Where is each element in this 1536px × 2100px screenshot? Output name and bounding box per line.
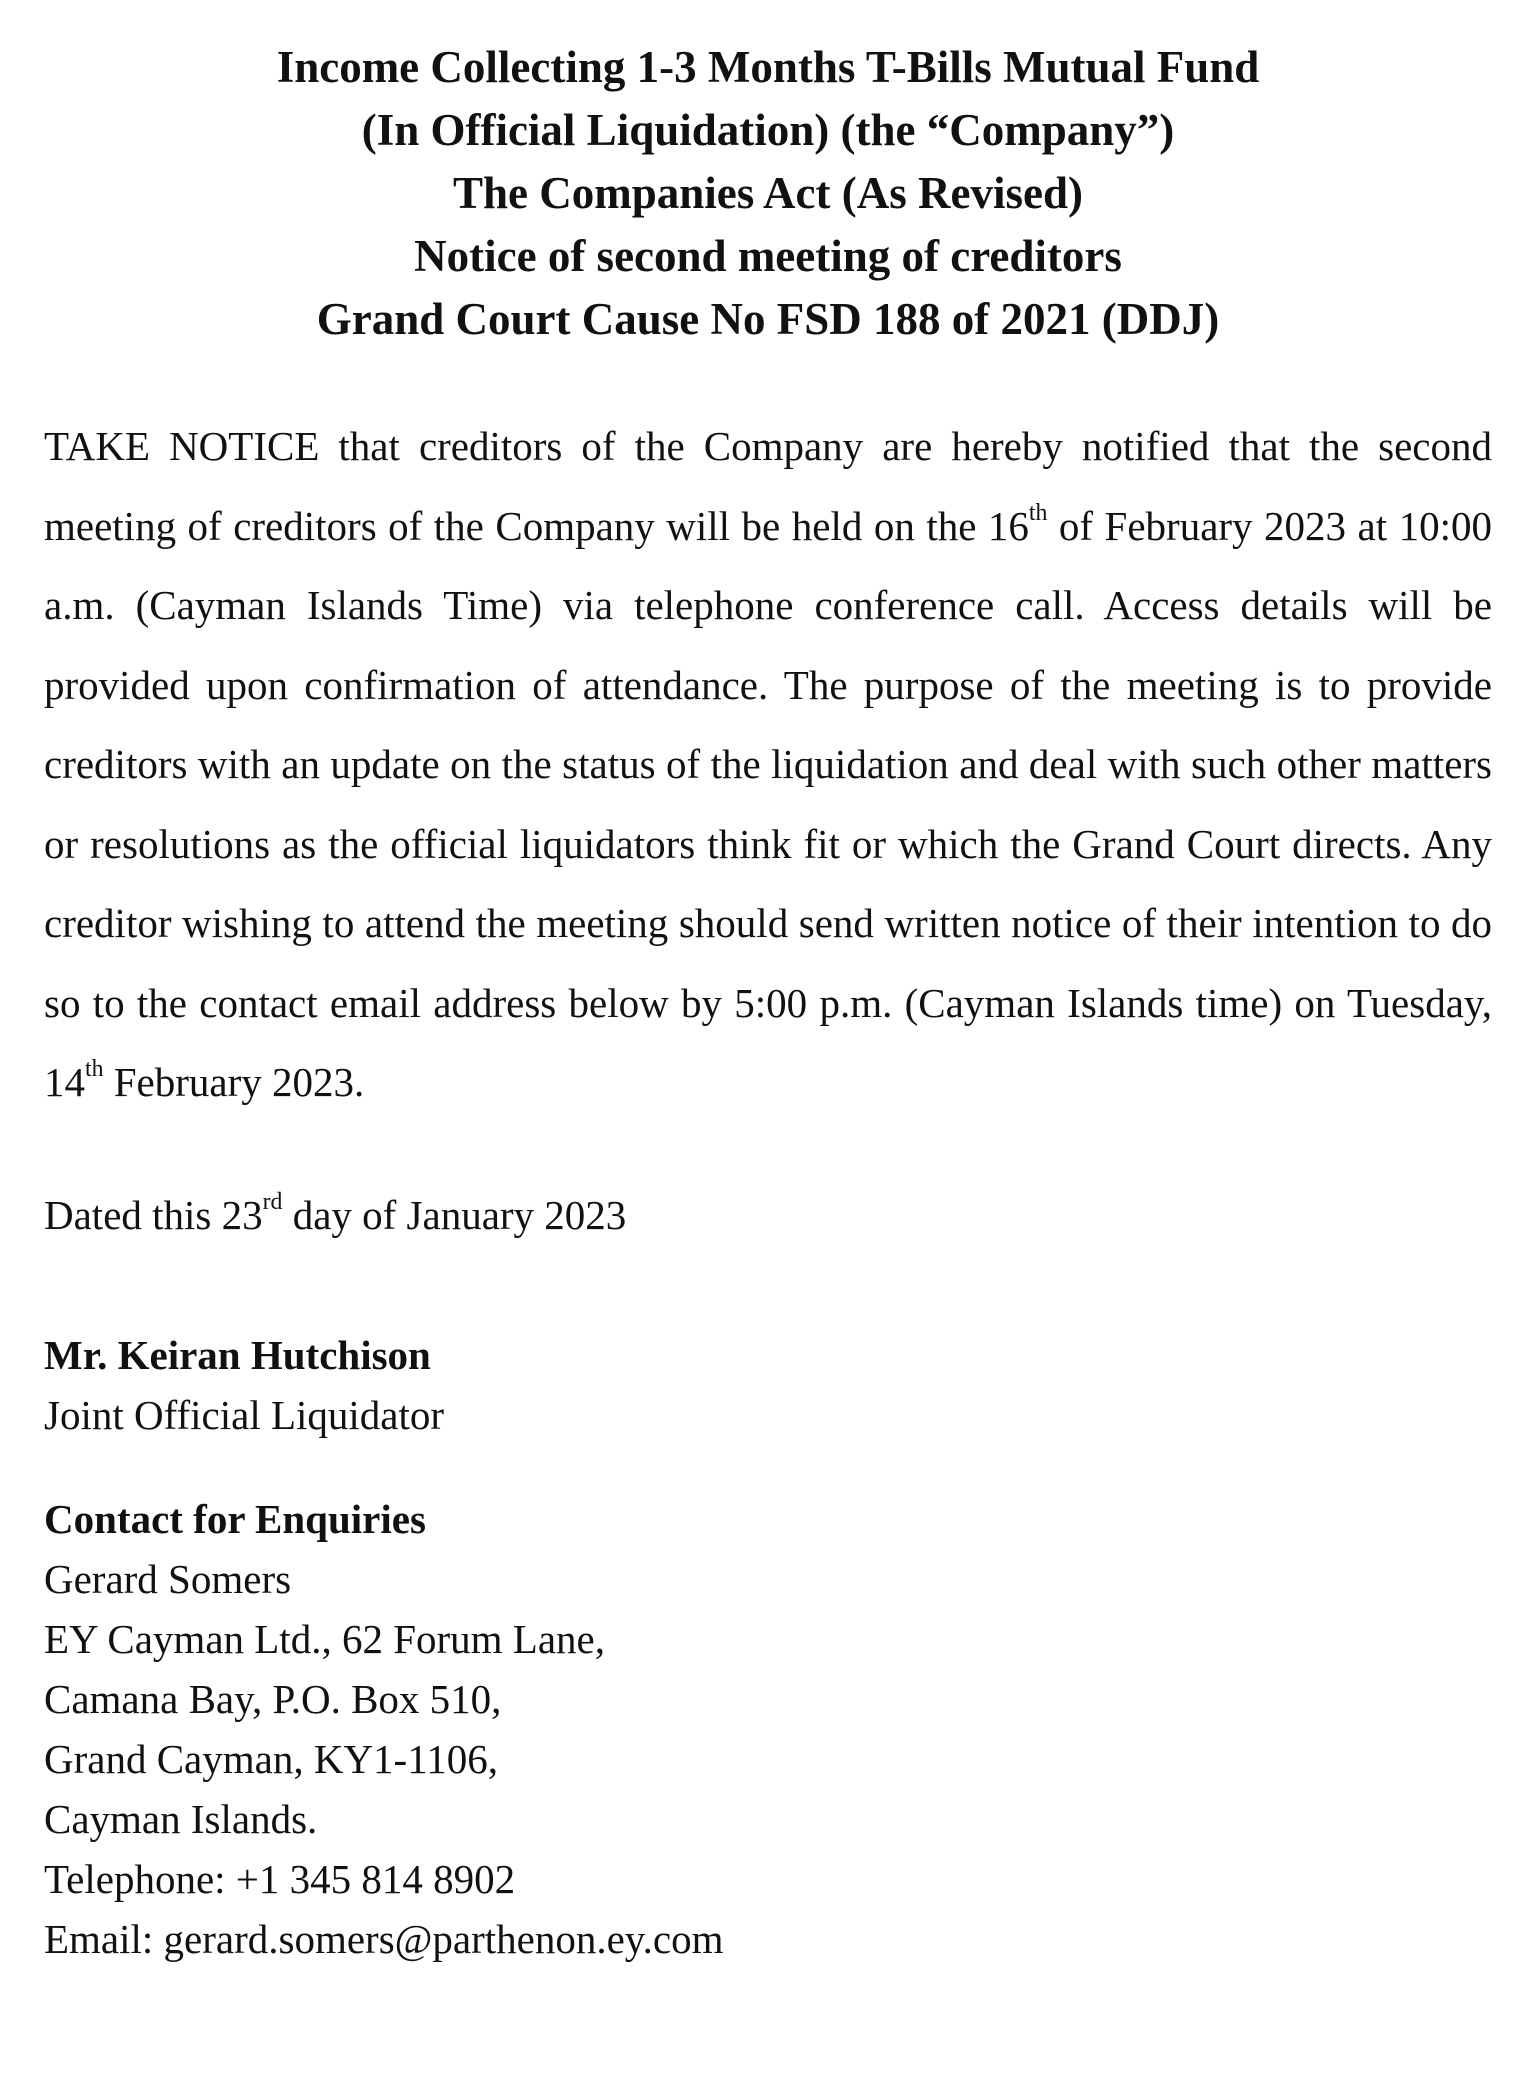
signatory-block [44,1325,1492,1445]
heading-companies-act: The Companies Act (As Revised) [453,168,1083,218]
notice-heading [44,36,1492,351]
contact-address-line-4: Cayman Islands. [44,1795,318,1842]
contact-address-line-1: EY Cayman Ltd., 62 Forum Lane, [44,1615,605,1662]
notice-text-part-2: of February 2023 at 10:00 a.m. (Cayman Islands Time) via telephone conference call. Access details will be provided upon confirmation of attendance. The purpose of the meeting is to provide creditors with an update on the status of the liquidation and deal with such other matters or resolutions as the official liquidators think fit or which the Grand Court directs. Any creditor wishing to attend the meeting should send written notice of their intention to do so to the contact email address below by 5:00 p.m. (Cayman Islands time) on Tuesday, 14 [44,502,1492,1105]
notice-body-paragraph [44,407,1492,1123]
heading-cause-number: Grand Court Cause No FSD 188 of 2021 (DDJ) [316,294,1220,344]
notice-document [44,36,1492,1969]
dated-ordinal-suffix: rd [262,1188,283,1215]
notice-text-part-1: TAKE NOTICE that creditors of the Company are hereby notified that the second meeting of creditors of the Company will be held on the 16 [44,423,1492,549]
contact-address-line-3: Grand Cayman, KY1-1106, [44,1735,498,1782]
dated-prefix: Dated this 23 [44,1191,263,1238]
contact-heading: Contact for Enquiries [44,1495,426,1542]
notice-text-part-3: February 2023. [103,1059,365,1105]
dated-line [44,1185,1492,1245]
notice-ordinal-suffix-1: th [1028,499,1048,526]
notice-ordinal-suffix-2: th [85,1055,104,1082]
heading-fund-name: Income Collecting 1-3 Months T-Bills Mutual Fund [276,42,1260,92]
contact-name: Gerard Somers [44,1555,292,1602]
heading-liquidation-status: (In Official Liquidation) (the “Company”) [361,105,1175,155]
signatory-name: Mr. Keiran Hutchison [44,1331,431,1378]
contact-email: Email: gerard.somers@parthenon.ey.com [44,1915,724,1962]
dated-suffix: day of January 2023 [282,1191,627,1238]
signatory-title: Joint Official Liquidator [44,1391,445,1438]
contact-block [44,1489,1492,1969]
contact-telephone: Telephone: +1 345 814 8902 [44,1855,516,1902]
heading-notice-title: Notice of second meeting of creditors [414,231,1122,281]
contact-address-line-2: Camana Bay, P.O. Box 510, [44,1675,502,1722]
